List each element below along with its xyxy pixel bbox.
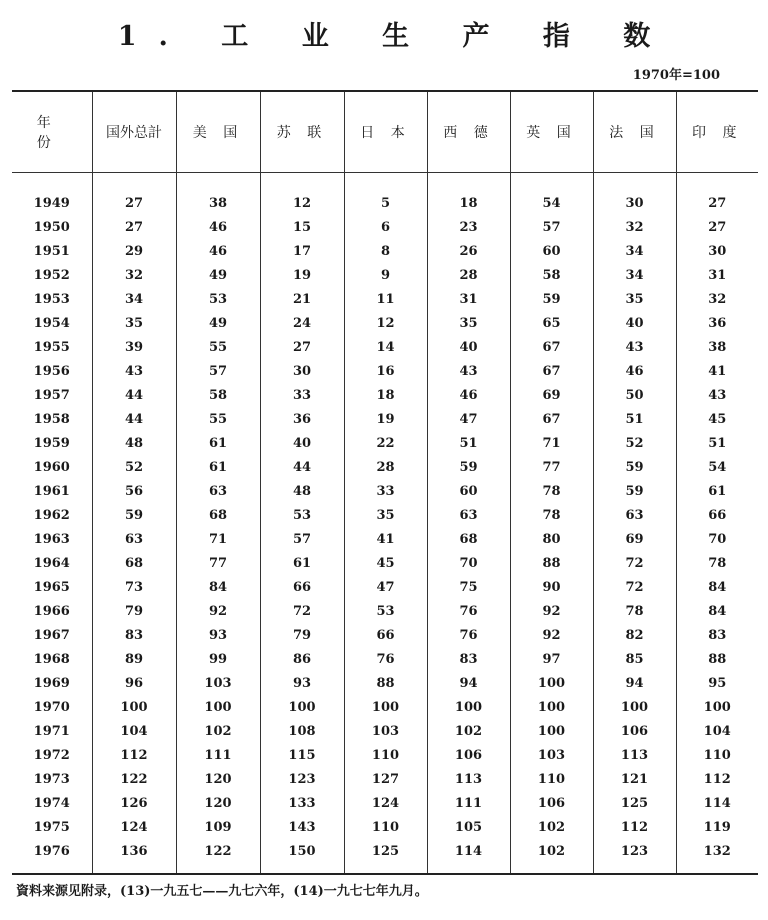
index-cell: 119 (676, 815, 758, 839)
index-cell: 68 (176, 503, 260, 527)
index-cell: 23 (427, 215, 510, 239)
index-cell: 82 (593, 623, 676, 647)
index-cell: 54 (510, 173, 593, 216)
year-cell: 1971 (33, 723, 70, 739)
year-cell: 1974 (33, 795, 70, 811)
index-cell: 41 (344, 527, 427, 551)
index-cell: 76 (427, 623, 510, 647)
index-cell: 40 (427, 335, 510, 359)
year-cell: 1962 (33, 507, 70, 523)
year-cell: 1972 (33, 747, 70, 763)
industrial-index-table (12, 90, 758, 875)
index-cell: 33 (344, 479, 427, 503)
index-cell: 29 (92, 239, 176, 263)
index-cell: 61 (176, 431, 260, 455)
index-cell: 40 (593, 311, 676, 335)
index-cell: 93 (260, 671, 344, 695)
index-cell: 103 (176, 671, 260, 695)
index-cell: 16 (344, 359, 427, 383)
index-cell: 55 (176, 335, 260, 359)
year-cell: 1963 (33, 531, 70, 547)
table-row (12, 743, 758, 767)
index-cell: 78 (510, 479, 593, 503)
index-cell: 136 (92, 839, 176, 874)
index-cell: 95 (676, 671, 758, 695)
index-cell: 143 (260, 815, 344, 839)
index-cell: 18 (427, 173, 510, 216)
index-cell: 34 (593, 239, 676, 263)
index-cell: 59 (593, 479, 676, 503)
index-cell: 57 (260, 527, 344, 551)
index-cell: 12 (260, 173, 344, 216)
index-cell: 113 (427, 767, 510, 791)
index-cell: 30 (676, 239, 758, 263)
index-cell: 51 (427, 431, 510, 455)
table-row (12, 503, 758, 527)
index-cell: 133 (260, 791, 344, 815)
index-cell: 106 (593, 719, 676, 743)
index-cell: 5 (344, 173, 427, 216)
index-cell: 89 (92, 647, 176, 671)
table-row (12, 311, 758, 335)
index-cell: 84 (676, 575, 758, 599)
year-cell: 1970 (33, 699, 70, 715)
header-column: 英 国 (510, 91, 593, 173)
table-row (12, 527, 758, 551)
index-cell: 38 (176, 173, 260, 216)
index-cell: 18 (344, 383, 427, 407)
index-cell: 75 (427, 575, 510, 599)
index-cell: 31 (676, 263, 758, 287)
page-title: 1. 工 业 生 产 指 数 (117, 21, 673, 52)
index-cell: 124 (92, 815, 176, 839)
index-cell: 44 (92, 383, 176, 407)
table-row (12, 551, 758, 575)
index-cell: 132 (676, 839, 758, 874)
index-cell: 58 (176, 383, 260, 407)
index-cell: 53 (260, 503, 344, 527)
year-cell: 1968 (33, 651, 70, 667)
index-cell: 112 (92, 743, 176, 767)
year-cell: 1952 (33, 267, 70, 283)
year-cell: 1976 (33, 843, 70, 859)
index-cell: 94 (427, 671, 510, 695)
index-cell: 36 (676, 311, 758, 335)
index-cell: 60 (427, 479, 510, 503)
year-cell: 1958 (33, 411, 70, 427)
year-cell: 1960 (33, 459, 70, 475)
index-cell: 120 (176, 767, 260, 791)
index-cell: 99 (176, 647, 260, 671)
index-cell: 17 (260, 239, 344, 263)
year-cell: 1957 (33, 387, 70, 403)
year-cell: 1969 (33, 675, 70, 691)
index-cell: 35 (344, 503, 427, 527)
index-cell: 30 (593, 173, 676, 216)
header-year: 年 份 (12, 91, 92, 173)
index-cell: 46 (176, 215, 260, 239)
index-cell: 103 (510, 743, 593, 767)
index-cell: 108 (260, 719, 344, 743)
index-cell: 19 (344, 407, 427, 431)
index-cell: 66 (260, 575, 344, 599)
index-cell: 100 (260, 695, 344, 719)
index-cell: 88 (510, 551, 593, 575)
table-row (12, 623, 758, 647)
index-cell: 96 (92, 671, 176, 695)
index-cell: 113 (593, 743, 676, 767)
index-cell: 56 (92, 479, 176, 503)
table-row (12, 815, 758, 839)
index-cell: 69 (510, 383, 593, 407)
index-cell: 32 (92, 263, 176, 287)
index-cell: 66 (344, 623, 427, 647)
index-cell: 123 (593, 839, 676, 874)
index-cell: 78 (510, 503, 593, 527)
table-row (12, 767, 758, 791)
index-cell: 34 (92, 287, 176, 311)
year-cell: 1973 (33, 771, 70, 787)
index-cell: 77 (176, 551, 260, 575)
index-cell: 35 (92, 311, 176, 335)
index-cell: 71 (176, 527, 260, 551)
year-cell: 1964 (33, 555, 70, 571)
index-cell: 63 (92, 527, 176, 551)
index-cell: 59 (92, 503, 176, 527)
year-cell: 1965 (33, 579, 70, 595)
index-cell: 94 (593, 671, 676, 695)
index-cell: 57 (176, 359, 260, 383)
index-cell: 33 (260, 383, 344, 407)
index-cell: 46 (593, 359, 676, 383)
index-cell: 76 (427, 599, 510, 623)
index-cell: 35 (427, 311, 510, 335)
index-cell: 97 (510, 647, 593, 671)
index-cell: 51 (676, 431, 758, 455)
index-cell: 28 (344, 455, 427, 479)
data-table-container (12, 90, 758, 875)
header-row (12, 91, 758, 173)
index-cell: 121 (593, 767, 676, 791)
source-note: 資料来源见附录，(13)一九五七——九七六年，(14)一九七七年九月。 (16, 884, 428, 899)
index-cell: 48 (260, 479, 344, 503)
index-cell: 112 (593, 815, 676, 839)
index-cell: 69 (593, 527, 676, 551)
index-cell: 93 (176, 623, 260, 647)
header-column: 国外总計 (92, 91, 176, 173)
index-cell: 103 (344, 719, 427, 743)
index-cell: 105 (427, 815, 510, 839)
index-cell: 72 (260, 599, 344, 623)
table-body (12, 173, 758, 875)
index-cell: 31 (427, 287, 510, 311)
index-cell: 86 (260, 647, 344, 671)
index-cell: 27 (92, 173, 176, 216)
index-cell: 124 (344, 791, 427, 815)
index-cell: 92 (176, 599, 260, 623)
index-cell: 19 (260, 263, 344, 287)
index-cell: 51 (593, 407, 676, 431)
year-cell: 1956 (33, 363, 70, 379)
table-row (12, 359, 758, 383)
index-cell: 11 (344, 287, 427, 311)
index-cell: 78 (676, 551, 758, 575)
index-cell: 100 (344, 695, 427, 719)
index-cell: 106 (427, 743, 510, 767)
index-cell: 70 (676, 527, 758, 551)
index-cell: 67 (510, 359, 593, 383)
index-cell: 76 (344, 647, 427, 671)
index-cell: 83 (427, 647, 510, 671)
index-cell: 106 (510, 791, 593, 815)
index-cell: 92 (510, 623, 593, 647)
unit-note: 1970年=100 (632, 68, 720, 83)
table-row (12, 239, 758, 263)
index-cell: 77 (510, 455, 593, 479)
index-cell: 48 (92, 431, 176, 455)
index-cell: 26 (427, 239, 510, 263)
index-cell: 61 (676, 479, 758, 503)
index-cell: 110 (510, 767, 593, 791)
index-cell: 36 (260, 407, 344, 431)
index-cell: 9 (344, 263, 427, 287)
index-cell: 125 (344, 839, 427, 874)
index-cell: 41 (676, 359, 758, 383)
year-cell: 1966 (33, 603, 70, 619)
index-cell: 88 (676, 647, 758, 671)
index-cell: 32 (676, 287, 758, 311)
index-cell: 43 (676, 383, 758, 407)
table-header (12, 91, 758, 173)
index-cell: 120 (176, 791, 260, 815)
index-cell: 100 (676, 695, 758, 719)
index-cell: 122 (92, 767, 176, 791)
index-cell: 43 (92, 359, 176, 383)
index-cell: 104 (92, 719, 176, 743)
index-cell: 43 (427, 359, 510, 383)
index-cell: 21 (260, 287, 344, 311)
index-cell: 60 (510, 239, 593, 263)
index-cell: 114 (427, 839, 510, 874)
index-cell: 28 (427, 263, 510, 287)
index-cell: 52 (92, 455, 176, 479)
index-cell: 111 (427, 791, 510, 815)
index-cell: 68 (92, 551, 176, 575)
index-cell: 110 (344, 743, 427, 767)
index-cell: 102 (510, 815, 593, 839)
index-cell: 68 (427, 527, 510, 551)
index-cell: 126 (92, 791, 176, 815)
year-cell: 1975 (33, 819, 70, 835)
index-cell: 14 (344, 335, 427, 359)
index-cell: 110 (344, 815, 427, 839)
index-cell: 80 (510, 527, 593, 551)
header-column: 法 国 (593, 91, 676, 173)
index-cell: 72 (593, 551, 676, 575)
index-cell: 84 (676, 599, 758, 623)
index-cell: 88 (344, 671, 427, 695)
table-row (12, 791, 758, 815)
index-cell: 24 (260, 311, 344, 335)
index-cell: 100 (427, 695, 510, 719)
index-cell: 70 (427, 551, 510, 575)
index-cell: 84 (176, 575, 260, 599)
header-column: 美 国 (176, 91, 260, 173)
index-cell: 61 (260, 551, 344, 575)
index-cell: 102 (176, 719, 260, 743)
index-cell: 83 (92, 623, 176, 647)
index-cell: 102 (510, 839, 593, 874)
index-cell: 59 (427, 455, 510, 479)
year-cell: 1954 (33, 315, 70, 331)
table-row (12, 671, 758, 695)
table-row (12, 431, 758, 455)
table-row (12, 215, 758, 239)
table-row (12, 455, 758, 479)
year-cell: 1950 (33, 219, 70, 235)
index-cell: 100 (92, 695, 176, 719)
index-cell: 46 (176, 239, 260, 263)
table-row (12, 599, 758, 623)
table-row (12, 335, 758, 359)
index-cell: 52 (593, 431, 676, 455)
index-cell: 63 (427, 503, 510, 527)
year-cell: 1953 (33, 291, 70, 307)
index-cell: 100 (510, 719, 593, 743)
index-cell: 55 (176, 407, 260, 431)
index-cell: 102 (427, 719, 510, 743)
index-cell: 22 (344, 431, 427, 455)
index-cell: 49 (176, 263, 260, 287)
table-row (12, 839, 758, 874)
table-row (12, 407, 758, 431)
index-cell: 104 (676, 719, 758, 743)
index-cell: 65 (510, 311, 593, 335)
index-cell: 61 (176, 455, 260, 479)
index-cell: 66 (676, 503, 758, 527)
index-cell: 53 (176, 287, 260, 311)
index-cell: 111 (176, 743, 260, 767)
index-cell: 71 (510, 431, 593, 455)
index-cell: 85 (593, 647, 676, 671)
index-cell: 57 (510, 215, 593, 239)
index-cell: 54 (676, 455, 758, 479)
index-cell: 38 (676, 335, 758, 359)
index-cell: 44 (260, 455, 344, 479)
table-row (12, 479, 758, 503)
year-cell: 1955 (33, 339, 70, 355)
table-row (12, 287, 758, 311)
index-cell: 53 (344, 599, 427, 623)
index-cell: 109 (176, 815, 260, 839)
index-cell: 30 (260, 359, 344, 383)
index-cell: 58 (510, 263, 593, 287)
index-cell: 100 (593, 695, 676, 719)
table-row (12, 647, 758, 671)
index-cell: 47 (344, 575, 427, 599)
index-cell: 12 (344, 311, 427, 335)
year-cell: 1951 (33, 243, 70, 259)
header-column: 苏 联 (260, 91, 344, 173)
index-cell: 110 (676, 743, 758, 767)
table-row (12, 719, 758, 743)
year-cell: 1949 (33, 195, 70, 211)
index-cell: 125 (593, 791, 676, 815)
index-cell: 34 (593, 263, 676, 287)
index-cell: 59 (593, 455, 676, 479)
index-cell: 49 (176, 311, 260, 335)
index-cell: 150 (260, 839, 344, 874)
index-cell: 27 (676, 173, 758, 216)
index-cell: 39 (92, 335, 176, 359)
index-cell: 123 (260, 767, 344, 791)
index-cell: 122 (176, 839, 260, 874)
index-cell: 46 (427, 383, 510, 407)
index-cell: 32 (593, 215, 676, 239)
index-cell: 47 (427, 407, 510, 431)
index-cell: 79 (92, 599, 176, 623)
header-column: 日 本 (344, 91, 427, 173)
table-row (12, 263, 758, 287)
index-cell: 67 (510, 335, 593, 359)
index-cell: 27 (676, 215, 758, 239)
index-cell: 59 (510, 287, 593, 311)
index-cell: 100 (510, 695, 593, 719)
index-cell: 50 (593, 383, 676, 407)
index-cell: 79 (260, 623, 344, 647)
index-cell: 115 (260, 743, 344, 767)
index-cell: 100 (510, 671, 593, 695)
index-cell: 63 (176, 479, 260, 503)
year-cell: 1961 (33, 483, 70, 499)
index-cell: 67 (510, 407, 593, 431)
index-cell: 83 (676, 623, 758, 647)
header-column: 印 度 (676, 91, 758, 173)
index-cell: 92 (510, 599, 593, 623)
index-cell: 78 (593, 599, 676, 623)
table-row (12, 173, 758, 216)
index-cell: 44 (92, 407, 176, 431)
year-cell: 1959 (33, 435, 70, 451)
index-cell: 63 (593, 503, 676, 527)
index-cell: 72 (593, 575, 676, 599)
table-row (12, 383, 758, 407)
index-cell: 27 (92, 215, 176, 239)
index-cell: 73 (92, 575, 176, 599)
index-cell: 100 (176, 695, 260, 719)
index-cell: 43 (593, 335, 676, 359)
index-cell: 127 (344, 767, 427, 791)
index-cell: 90 (510, 575, 593, 599)
index-cell: 114 (676, 791, 758, 815)
index-cell: 112 (676, 767, 758, 791)
index-cell: 35 (593, 287, 676, 311)
index-cell: 15 (260, 215, 344, 239)
index-cell: 45 (676, 407, 758, 431)
index-cell: 45 (344, 551, 427, 575)
index-cell: 8 (344, 239, 427, 263)
index-cell: 27 (260, 335, 344, 359)
header-column: 西 德 (427, 91, 510, 173)
table-row (12, 695, 758, 719)
year-cell: 1967 (33, 627, 70, 643)
table-row (12, 575, 758, 599)
index-cell: 6 (344, 215, 427, 239)
index-cell: 40 (260, 431, 344, 455)
